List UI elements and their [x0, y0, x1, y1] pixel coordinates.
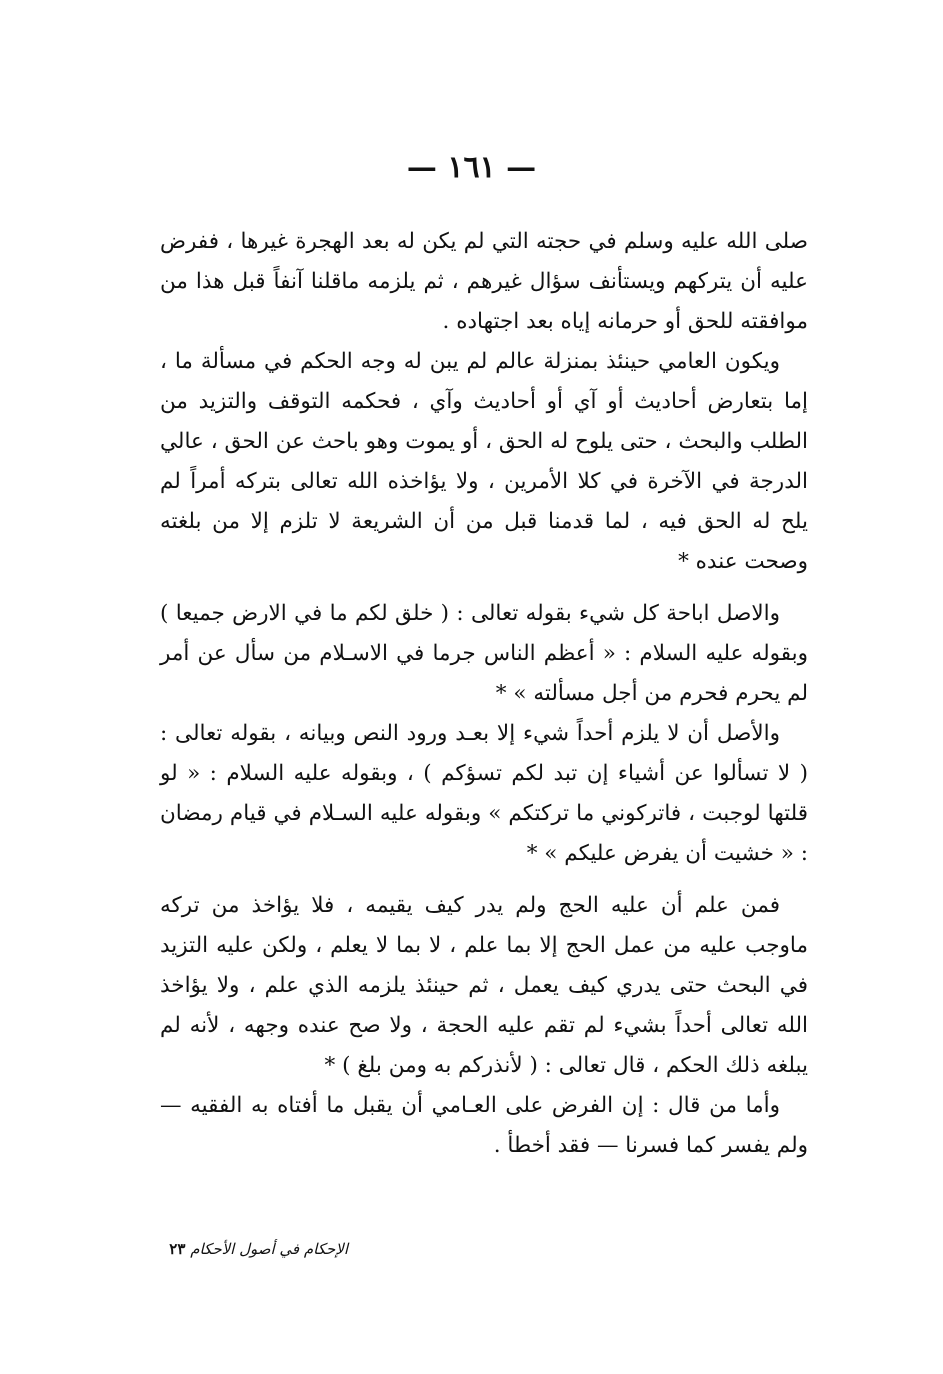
paragraph-1: صلى الله عليه وسلم في حجته التي لم يكن له بعد الهجرة غيرها ، ففرض عليه أن يتركهم ويستأنف سؤال غيرهم ، ثم يلزمه ماقلنا آنفاً قبل هذا من موافقته للحق أو حرمانه إياه بعد اجتهاده .	[160, 229, 808, 334]
footer-signature: ٢٣	[169, 1240, 186, 1258]
paragraph-4: والأصل أن لا يلزم أحداً شيء إلا بعـد ورود النص وبيانه ، بقوله تعالى : ( لا تسألوا عن أشياء إن تبد لكم تسؤكم ) ، وبقوله عليه السلام : « لو قلتها لوجبت ، فاتركوني ما تركتكم » وبقوله عليه السـلام في قيام رمضان : « خشيت أن يفرض عليكم » *	[160, 721, 808, 866]
paragraph-5: فمن علم أن عليه الحج ولم يدر كيف يقيمه ، فلا يؤاخذ من تركه ماوجب عليه من عمل الحج إلا بما علم ، لا بما لا يعلم ، ولكن عليه التزيد في البحث حتى يدري كيف يعمل ، ثم حينئذ يلزمه الذي علم ، ولا يؤاخذ الله تعالى أحداً بشيء لم تقم عليه الحجة ، ولا صح عنده وجهه ، لأنه لم يبلغه ذلك الحكم ، قال تعالى : ( لأنذركم به ومن بلغ ) *	[160, 893, 808, 1078]
paragraph-2: ويكون العامي حينئذ بمنزلة عالم لم يبن له وجه الحكم في مسألة ما ، إما بتعارض أحاديث أو آي أو أحاديث وآي ، فحكمه التوقف والتزيد من الطلب والبحث ، حتى يلوح له الحق ، أو يموت وهو باحث عن الحق ، عالي الدرجة في الآخرة في كلا الأمرين ، ولا يؤاخذه الله تعالى بتركه أمراً لم يلح له الحق فيه ، لما قدمنا قبل من أن الشريعة لا تلزم إلا من بلغته وصحت عنده *	[160, 349, 808, 574]
footer-book-title: الإحكام في أصول الأحكام	[190, 1240, 348, 1258]
paragraph-6: وأما من قال : إن الفرض على العـامي أن يقبل ما أفتاه به الفقيه — ولم يفسر كما فسرنا — فقد أخطأ .	[160, 1093, 808, 1158]
page-number: — ١٦١ —	[406, 150, 537, 185]
body-text	[160, 222, 808, 1166]
paragraph-3: والاصل اباحة كل شيء بقوله تعالى : ( خلق لكم ما في الارض جميعا ) وبقوله عليه السلام : « أعظم الناس جرما في الاسـلام من سأل عن أمر لم يحرم فحرم من أجل مسألته » *	[160, 601, 808, 706]
footer	[148, 1240, 348, 1258]
